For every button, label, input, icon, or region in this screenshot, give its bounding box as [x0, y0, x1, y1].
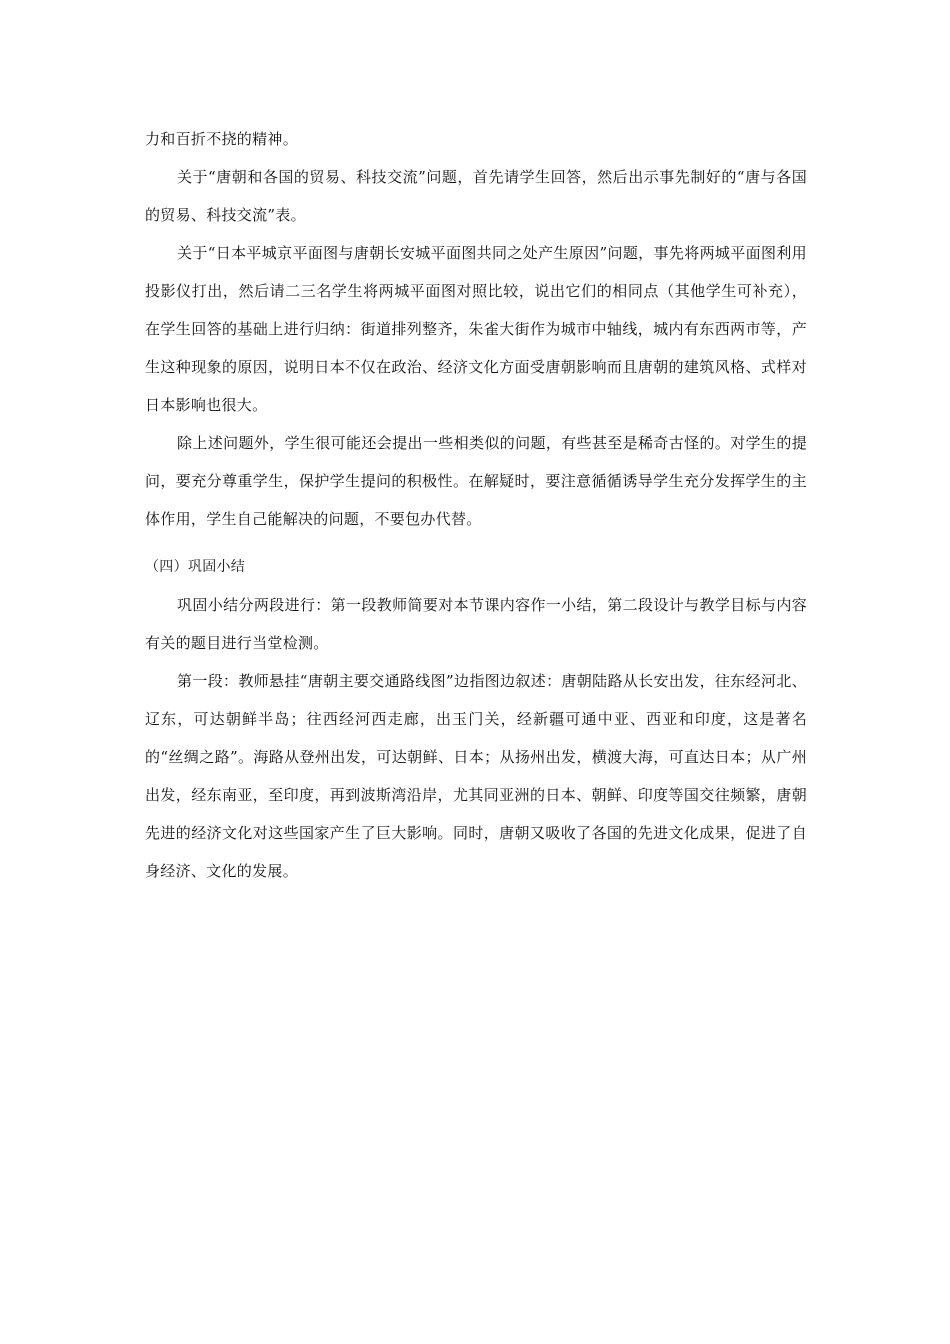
- paragraph-city-plan-comparison: 关于“日本平城京平面图与唐朝长安城平面图共同之处产生原因”问题，事先将两城平面图利用投影仪打出，然后请二三名学生将两城平面图对照比较，说出它们的相同点（其他学生可补充），在学生回答的基础上进行归纳：街道排列整齐，朱雀大街作为城市中轴线，城内有东西两市等，产生这种现象的原因，说明日本不仅在政治、经济文化方面受唐朝影响而且唐朝的建筑风格、式样对日本影响也很大。: [145, 244, 807, 414]
- paragraph-trade-exchange: 关于“唐朝和各国的贸易、科技交流”问题，首先请学生回答，然后出示事先制好的“唐与各国的贸易、科技交流”表。: [145, 168, 807, 224]
- paragraph-trade-routes: 第一段：教师悬挂“唐朝主要交通路线图”边指图边叙述：唐朝陆路从长安出发，往东经河北、辽东，可达朝鲜半岛；往西经河西走廊，出玉门关，经新疆可通中亚、西亚和印度，这是著名的“丝绸之路”。海路从登州出发，可达朝鲜、日本；从扬州出发，横渡大海，可直达日本；从广州出发，经东南亚，至印度，再到波斯湾沿岸，尤其同亚洲的日本、朝鲜、印度等国交往频繁，唐朝先进的经济文化对这些国家产生了巨大影响。同时，唐朝又吸收了各国的先进文化成果，促进了自身经济、文化的发展。: [145, 672, 807, 880]
- paragraph-summary-intro: 巩固小结分两段进行：第一段教师简要对本节课内容作一小结，第二段设计与教学目标与内容有关的题目进行当堂检测。: [145, 596, 807, 652]
- document-body: [145, 120, 807, 890]
- paragraph-student-questions: 除上述问题外，学生很可能还会提出一些相类似的问题，有些甚至是稀奇古怪的。对学生的提问，要充分尊重学生，保护学生提问的积极性。在解疑时，要注意循循诱导学生充分发挥学生的主体作用，学生自己能解决的问题，不要包办代替。: [145, 434, 807, 528]
- section-heading: （四）巩固小结: [145, 559, 246, 575]
- paragraph-continuation: 力和百折不挠的精神。: [145, 130, 299, 148]
